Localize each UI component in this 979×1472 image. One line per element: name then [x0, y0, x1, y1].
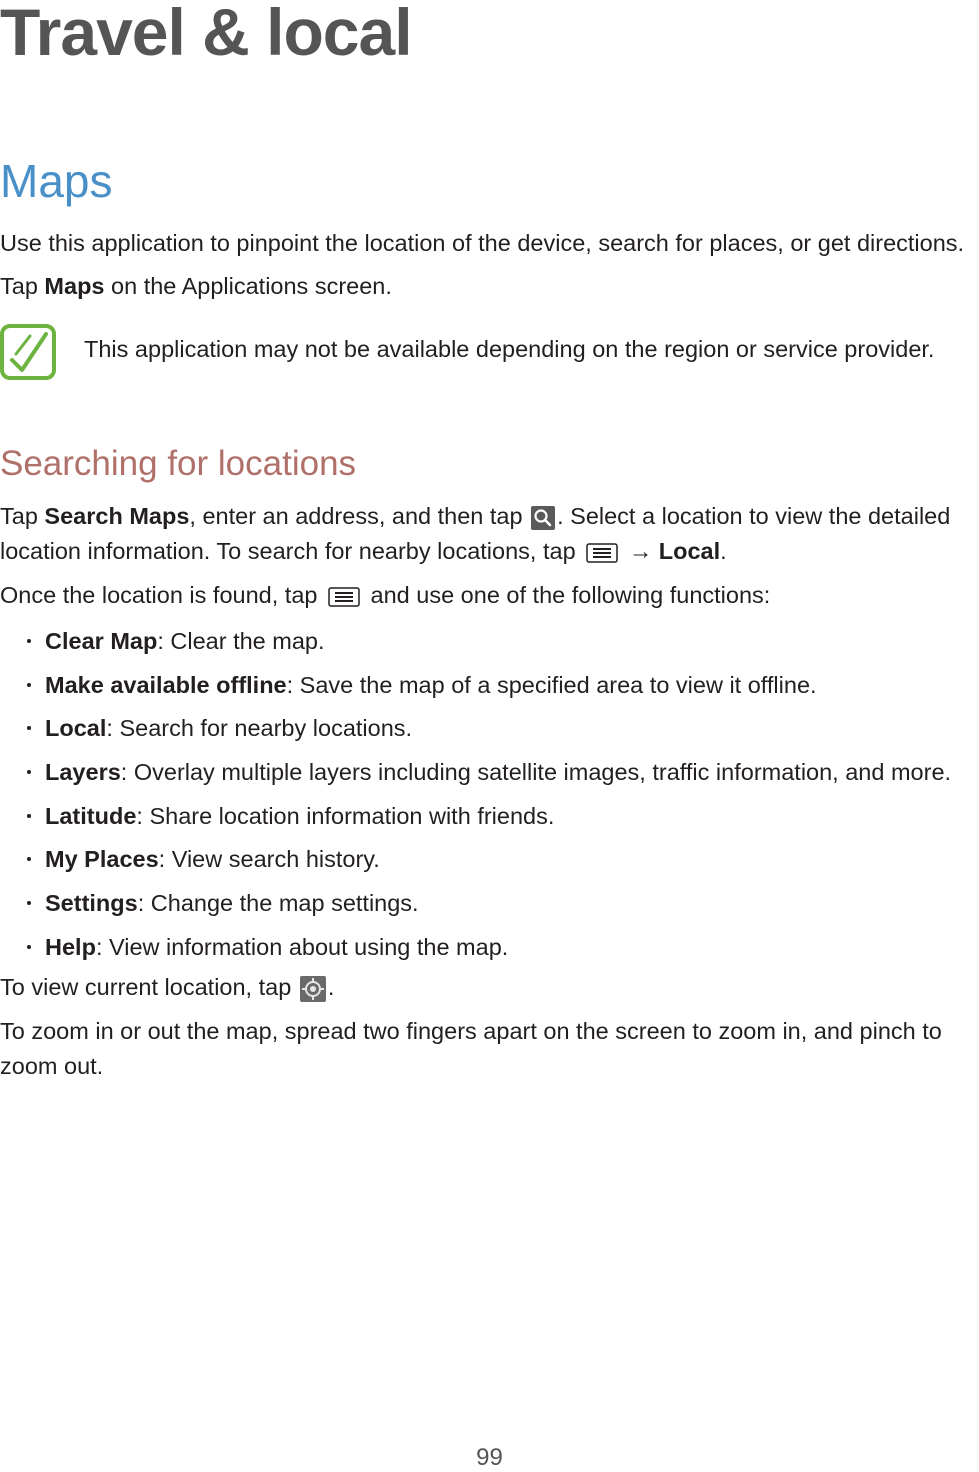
function-name: My Places	[45, 846, 159, 873]
intro-tap-line	[0, 269, 392, 304]
current-location-suffix: .	[327, 974, 335, 1000]
search-line-2-suffix: .	[720, 538, 727, 564]
note-text: This application may not be available depending on the region or service provider.	[84, 336, 935, 362]
function-desc: : Share location information with friends.	[136, 802, 555, 829]
bullet-dot	[27, 770, 31, 774]
local-label: Local	[658, 538, 721, 564]
list-item	[0, 799, 951, 843]
function-name: Latitude	[45, 802, 137, 829]
function-desc: : View search history.	[158, 846, 380, 873]
function-desc: : Save the map of a specified area to view it offline.	[286, 671, 817, 698]
function-name: Make available offline	[45, 671, 287, 698]
function-name: Settings	[45, 890, 138, 917]
bullet-dot	[27, 945, 31, 949]
bullet-dot	[27, 683, 31, 687]
bullet-dot	[27, 901, 31, 905]
search-line-1	[0, 499, 950, 534]
once-found-prefix: Once the location is found, tap	[0, 582, 324, 608]
tap-suffix: on the Applications screen.	[104, 273, 392, 299]
section-title: Maps	[0, 155, 113, 207]
search-line-2	[0, 534, 727, 569]
chapter-title: Travel & local	[0, 0, 412, 69]
current-location-prefix: To view current location, tap	[0, 974, 298, 1000]
page-number: 99	[476, 1444, 503, 1471]
function-desc: : Clear the map.	[157, 628, 325, 654]
my-location-icon	[300, 976, 326, 1002]
list-item	[0, 886, 951, 930]
function-desc: : Change the map settings.	[137, 890, 419, 917]
zoom-paragraph: To zoom in or out the map, spread two fingers apart on the screen to zoom in, and pinch to zoom out.	[0, 1018, 942, 1079]
once-found-suffix: and use one of the following functions:	[364, 582, 771, 608]
intro-description: Use this application to pinpoint the location of the device, search for places, or get directions.	[0, 230, 965, 256]
tap-prefix: Tap	[0, 273, 45, 299]
once-found-line	[0, 578, 770, 613]
maps-app-name: Maps	[44, 273, 105, 299]
list-item	[0, 711, 951, 755]
search-line-2-prefix: location information. To search for nearby locations, tap	[0, 538, 583, 564]
note-pencil-icon	[0, 324, 56, 380]
list-item	[0, 624, 951, 668]
list-item	[0, 930, 951, 974]
function-name: Local	[45, 715, 107, 742]
current-location-line	[0, 970, 334, 1005]
menu-icon	[328, 586, 360, 608]
search-maps-label: Search Maps	[44, 503, 190, 529]
list-item	[0, 755, 951, 799]
function-name: Clear Map	[45, 628, 158, 654]
function-name: Layers	[45, 759, 121, 786]
list-item	[0, 668, 951, 712]
search-line-1-mid: , enter an address, and then tap	[189, 503, 530, 529]
function-name: Help	[45, 933, 96, 960]
bullet-dot	[27, 726, 31, 730]
list-item	[0, 842, 951, 886]
functions-list	[0, 624, 951, 974]
bullet-dot	[27, 857, 31, 861]
search-icon	[531, 506, 555, 530]
function-desc: : Search for nearby locations.	[106, 715, 413, 742]
menu-icon	[586, 542, 618, 564]
function-desc: : Overlay multiple layers including satellite images, traffic information, and more.	[120, 759, 952, 786]
bullet-dot	[27, 639, 31, 643]
bullet-dot	[27, 814, 31, 818]
subsection-title: Searching for locations	[0, 444, 357, 483]
search-line-1-suffix: . Select a location to view the detailed	[557, 503, 951, 529]
arrow-separator: →	[622, 538, 659, 564]
search-line-1-prefix: Tap	[0, 503, 45, 529]
function-desc: : View information about using the map.	[95, 933, 509, 960]
